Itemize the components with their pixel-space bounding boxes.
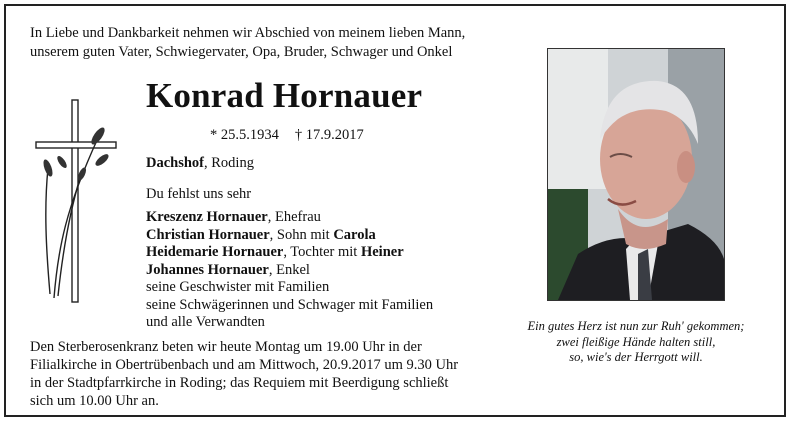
intro-line: In Liebe und Dankbarkeit nehmen wir Abschied von meinem lieben Mann, xyxy=(30,25,466,41)
service-info xyxy=(30,338,500,410)
service-line: in der Stadtpfarrkirche in Roding; das Requiem mit Beerdigung schließt xyxy=(30,375,449,391)
deceased-name: Konrad Hornauer xyxy=(146,76,423,115)
mourner-line xyxy=(146,279,526,297)
mourner-line xyxy=(146,244,526,262)
birth-date: * 25.5.1934 xyxy=(210,127,279,143)
residence-town: , Roding xyxy=(204,155,254,171)
service-line: Filialkirche in Obertrübenbach und am Mittwoch, 20.9.2017 um 9.30 Uhr xyxy=(30,357,459,373)
mourner-line xyxy=(146,209,526,227)
mourner-name: Carola xyxy=(333,226,376,243)
mourner-name: Christian Hornauer xyxy=(146,226,270,243)
mourner-line xyxy=(146,314,526,332)
mourner-relation: seine Schwägerinnen und Schwager mit Familien xyxy=(146,296,434,313)
intro-text xyxy=(30,24,530,62)
poem-line: zwei fleißige Hände halten still, xyxy=(556,334,716,349)
poem-line: so, wie's der Herrgott will. xyxy=(569,350,703,364)
intro-line: unserem guten Vater, Schwiegervater, Opa, Bruder, Schwager und Onkel xyxy=(30,44,453,60)
mourner-relation: , Enkel xyxy=(268,261,310,278)
mourner-relation: , Sohn mit xyxy=(269,226,334,243)
mourner-relation: , Tochter mit xyxy=(283,244,361,260)
mourner-line xyxy=(146,227,526,245)
farewell-text: Du fehlst uns sehr xyxy=(146,186,252,202)
life-dates xyxy=(210,127,364,144)
mourner-relation: und alle Verwandten xyxy=(146,314,265,330)
service-line: sich um 10.00 Uhr an. xyxy=(30,393,159,409)
mourner-line xyxy=(146,297,526,315)
residence-name: Dachshof xyxy=(146,155,205,171)
service-line: Den Sterberosenkranz beten wir heute Montag um 19.00 Uhr in der xyxy=(30,339,422,355)
mourner-relation: , Ehefrau xyxy=(267,209,321,225)
mourner-name: Heidemarie Hornauer xyxy=(146,244,284,260)
death-date: † 17.9.2017 xyxy=(294,127,364,143)
mourners-list xyxy=(146,209,526,332)
cross-with-wheat-icon xyxy=(32,98,122,308)
poem-line: Ein gutes Herz ist nun zur Ruh' gekommen; xyxy=(527,319,745,333)
obituary-notice xyxy=(4,4,786,417)
mourner-line xyxy=(146,262,526,280)
portrait-photo xyxy=(547,48,725,301)
mourner-name: Heiner xyxy=(360,244,404,260)
portrait-image xyxy=(548,49,724,300)
residence xyxy=(146,155,254,172)
mourner-name: Johannes Hornauer xyxy=(146,261,269,278)
poem xyxy=(510,319,762,366)
mourner-name: Kreszenz Hornauer xyxy=(146,209,268,225)
mourner-relation: seine Geschwister mit Familien xyxy=(146,279,330,295)
